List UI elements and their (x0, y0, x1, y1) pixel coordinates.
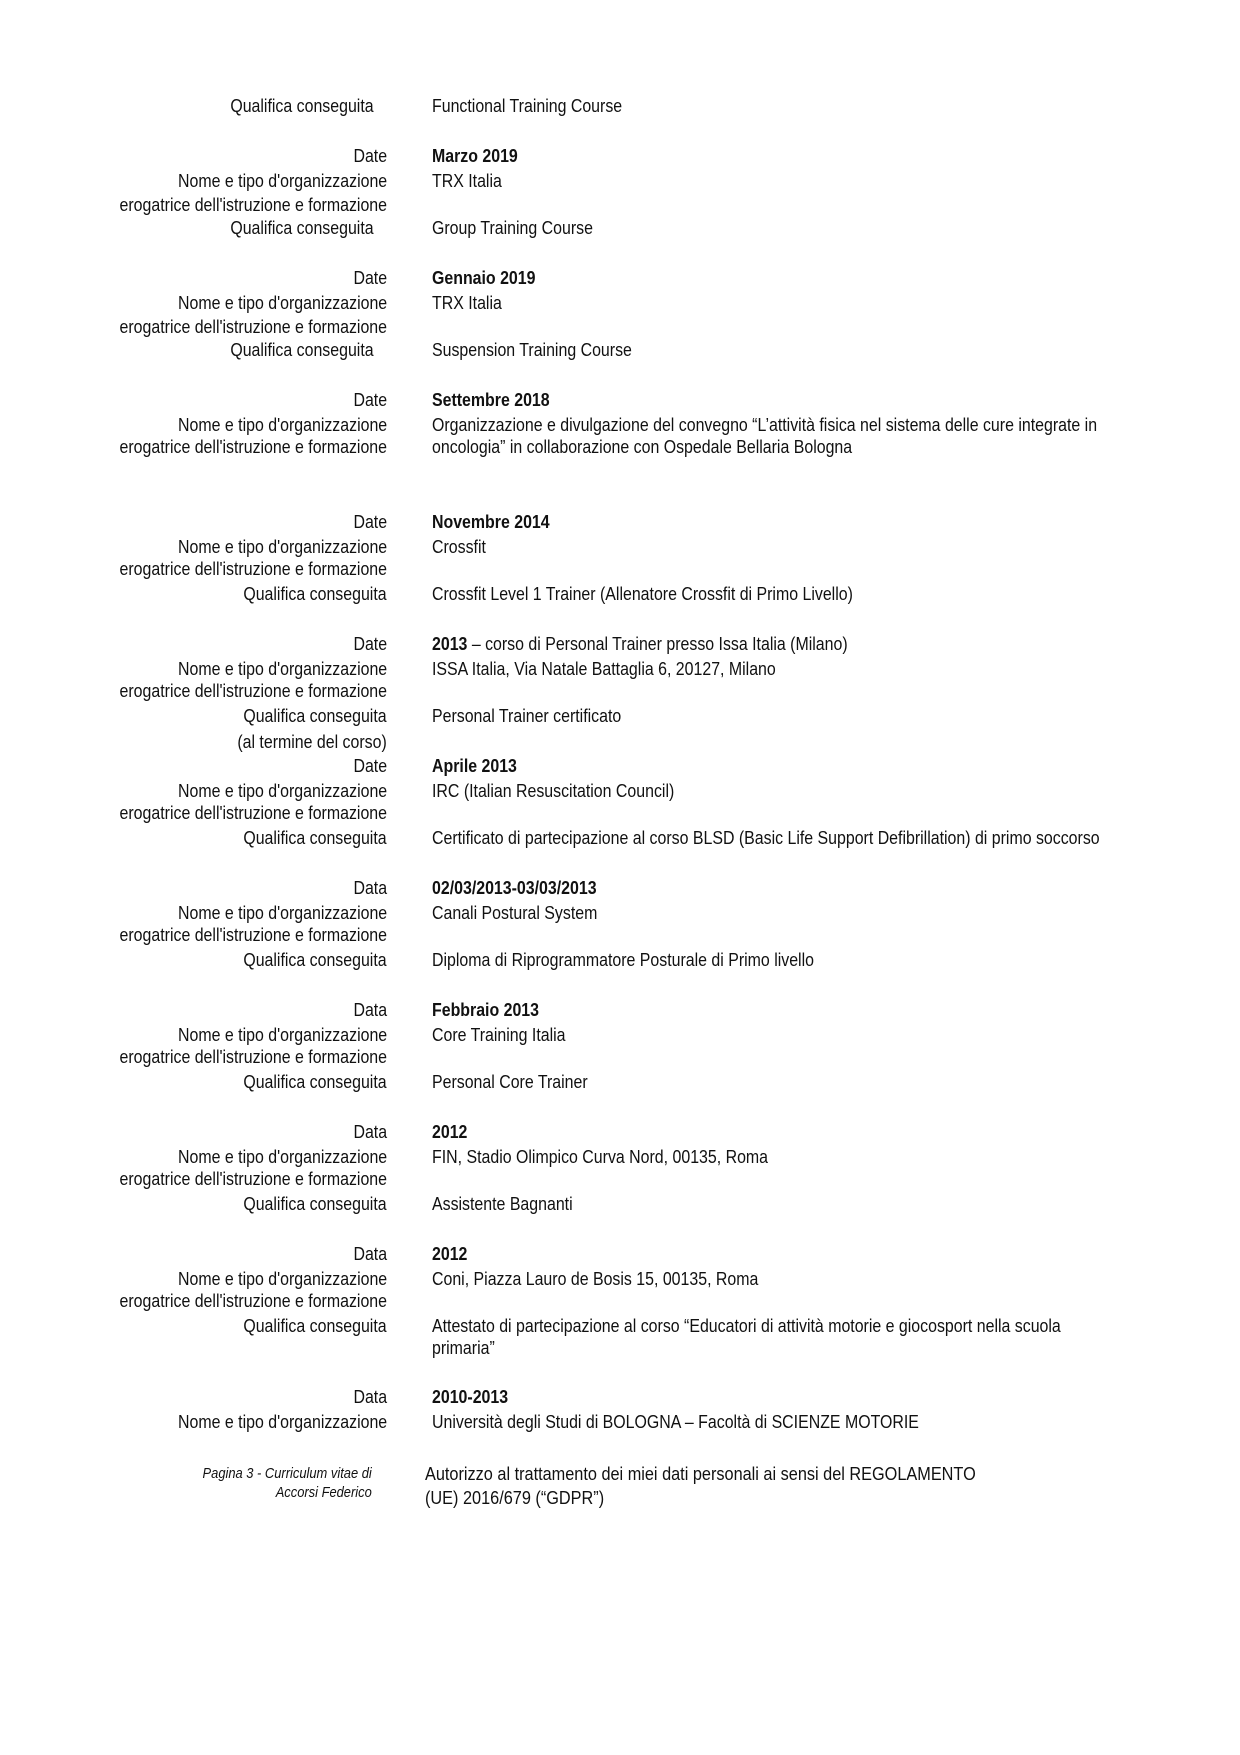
entry-date-row (0, 144, 1240, 168)
org-label: Nome e tipo d'organizzazione (177, 1024, 387, 1045)
gdpr-consent (425, 1462, 976, 1510)
entry-org-row (0, 901, 1240, 925)
qualification-label: Qualifica conseguita (230, 339, 374, 360)
org-label-2: erogatrice dell'istruzione e formazione (119, 680, 387, 701)
qualification-value: Attestato di partecipazione al corso “Educatori di attività motorie e giocosport nella scuola (432, 1315, 1061, 1336)
org-label-2: erogatrice dell'istruzione e formazione (119, 1290, 387, 1311)
org-label: Nome e tipo d'organizzazione (177, 902, 387, 923)
qualification-value: Personal Core Trainer (432, 1071, 588, 1092)
org-value: IRC (Italian Resuscitation Council) (432, 780, 675, 801)
org-label-2: erogatrice dell'istruzione e formazione (119, 802, 387, 823)
date-value: 02/03/2013-03/03/2013 (432, 877, 597, 898)
entry-org-row (0, 535, 1240, 559)
org-label: Nome e tipo d'organizzazione (177, 536, 387, 557)
qualification-label: Qualifica conseguita (243, 1315, 387, 1336)
entry-org-row (0, 1145, 1240, 1169)
gdpr-consent-line-1: Autorizzo al trattamento dei miei dati personali ai sensi del REGOLAMENTO (425, 1463, 976, 1484)
qualification-label: Qualifica conseguita (243, 705, 387, 726)
entry-org-row (0, 1267, 1240, 1291)
page-footer-label (203, 1464, 372, 1502)
org-label: Nome e tipo d'organizzazione (177, 658, 387, 679)
date-value: Settembre 2018 (432, 389, 550, 410)
date-label: Data (353, 877, 387, 898)
org-label: Nome e tipo d'organizzazione (177, 780, 387, 801)
entry-date-row (0, 388, 1240, 412)
entry-org-row-2 (0, 1167, 1240, 1191)
qualification-value: Diploma di Riprogrammatore Posturale di Primo livello (432, 949, 814, 970)
entry-org-row-2 (0, 193, 1240, 217)
org-value: Organizzazione e divulgazione del convegno “L’attività fisica nel sistema delle cure integrate in (432, 414, 1098, 435)
date-label: Data (353, 1243, 387, 1264)
date-value: Novembre 2014 (432, 511, 550, 532)
entry-date-row (0, 1242, 1240, 1266)
date-label: Data (353, 1121, 387, 1142)
date-description: – corso di Personal Trainer presso Issa Italia (Milano) (467, 633, 848, 654)
entry-date-row (0, 998, 1240, 1022)
org-value: Core Training Italia (432, 1024, 566, 1045)
entry-date-row (0, 632, 1240, 656)
date-label: Data (353, 999, 387, 1020)
date-value: Gennaio 2019 (432, 267, 536, 288)
qualification-label: Qualifica conseguita (243, 583, 387, 604)
qualification-value-2: primaria” (432, 1337, 495, 1358)
entry-org-row-2 (0, 679, 1240, 703)
entry-org-row (0, 657, 1240, 681)
org-label-2: erogatrice dell'istruzione e formazione (119, 558, 387, 579)
entry-qualification-row (0, 1192, 1240, 1216)
qualification-value: Assistente Bagnanti (432, 1193, 573, 1214)
org-value: Coni, Piazza Lauro de Bosis 15, 00135, Roma (432, 1268, 759, 1289)
entry-org-row (0, 413, 1240, 437)
org-label-2: erogatrice dell'istruzione e formazione (119, 316, 387, 337)
qualification-label: Qualifica conseguita (230, 95, 374, 116)
entry-org-row (0, 1023, 1240, 1047)
entry-org-row-2 (0, 801, 1240, 825)
org-label-2: erogatrice dell'istruzione e formazione (119, 436, 387, 457)
org-label: Nome e tipo d'organizzazione (177, 1268, 387, 1289)
org-value-2: oncologia” in collaborazione con Ospedale Bellaria Bologna (432, 436, 853, 457)
qualification-label: Qualifica conseguita (243, 1071, 387, 1092)
entry-date-row (0, 1385, 1240, 1409)
entry-qualification-row-2 (0, 1336, 1240, 1360)
date-label: Date (353, 511, 387, 532)
qualification-value: Suspension Training Course (432, 339, 632, 360)
org-label: Nome e tipo d'organizzazione (177, 170, 387, 191)
entry-qualification-row (0, 216, 1240, 240)
org-value: Crossfit (432, 536, 486, 557)
entry-qualification-row (0, 582, 1240, 606)
entry-qualification-row (0, 1070, 1240, 1094)
date-label: Date (353, 633, 387, 654)
org-value: TRX Italia (432, 170, 502, 191)
date-value: Marzo 2019 (432, 145, 518, 166)
date-value: 2012 (432, 1121, 468, 1142)
entry-date-row (0, 266, 1240, 290)
qualification-label: Qualifica conseguita (230, 217, 374, 238)
org-value: Canali Postural System (432, 902, 598, 923)
qualification-label: Qualifica conseguita (243, 1193, 387, 1214)
cv-owner: Accorsi Federico (275, 1484, 372, 1501)
entry-org-row-2 (0, 557, 1240, 581)
qualification-value: Personal Trainer certificato (432, 705, 622, 726)
org-label-2: erogatrice dell'istruzione e formazione (119, 1168, 387, 1189)
entry-qualification-note-row (0, 730, 1240, 754)
qualification-label: Qualifica conseguita (243, 827, 387, 848)
entry-org-row-2 (0, 1289, 1240, 1313)
entry-org-row (0, 779, 1240, 803)
org-label-2: erogatrice dell'istruzione e formazione (119, 924, 387, 945)
qualification-value: Certificato di partecipazione al corso BLSD (Basic Life Support Defibrillation) di primo soccorso (432, 827, 1100, 848)
gdpr-consent-line-2: (UE) 2016/679 (“GDPR”) (425, 1487, 605, 1508)
entry-org-row-2 (0, 315, 1240, 339)
date-value: Aprile 2013 (432, 755, 517, 776)
qualification-note: (al termine del corso) (237, 731, 387, 752)
entry-org-row-2 (0, 923, 1240, 947)
date-label: Data (353, 1386, 387, 1407)
entry-date-row (0, 754, 1240, 778)
entry-qualification-row (0, 94, 1240, 118)
entry-org-row-2 (0, 1045, 1240, 1069)
entry-qualification-row (0, 948, 1240, 972)
date-value: 2010-2013 (432, 1386, 509, 1407)
entry-date-row (0, 876, 1240, 900)
date-value: 2012 (432, 1243, 468, 1264)
org-label: Nome e tipo d'organizzazione (177, 292, 387, 313)
date-label: Date (353, 755, 387, 776)
qualification-value: Functional Training Course (432, 95, 623, 116)
entry-org-row (0, 1410, 1240, 1434)
entry-org-row (0, 169, 1240, 193)
org-label-2: erogatrice dell'istruzione e formazione (119, 1046, 387, 1067)
qualification-value: Crossfit Level 1 Trainer (Allenatore Crossfit di Primo Livello) (432, 583, 853, 604)
date-label: Date (353, 145, 387, 166)
entry-date-row (0, 1120, 1240, 1144)
org-label: Nome e tipo d'organizzazione (177, 1146, 387, 1167)
entry-qualification-row (0, 338, 1240, 362)
entry-date-row (0, 510, 1240, 534)
page-number: Pagina 3 - Curriculum vitae di (202, 1465, 372, 1482)
org-label-2: erogatrice dell'istruzione e formazione (119, 194, 387, 215)
org-value: TRX Italia (432, 292, 502, 313)
entry-qualification-row (0, 826, 1240, 850)
entry-org-row-2 (0, 435, 1240, 459)
org-label: Nome e tipo d'organizzazione (177, 1411, 387, 1432)
entry-qualification-row (0, 1314, 1240, 1338)
qualification-value: Group Training Course (432, 217, 593, 238)
org-value: FIN, Stadio Olimpico Curva Nord, 00135, Roma (432, 1146, 769, 1167)
date-label: Date (353, 267, 387, 288)
date-label: Date (353, 389, 387, 410)
date-year: 2013 (432, 633, 468, 654)
entry-org-row (0, 291, 1240, 315)
entry-qualification-row (0, 704, 1240, 728)
date-value (432, 632, 848, 656)
qualification-label: Qualifica conseguita (243, 949, 387, 970)
org-value: ISSA Italia, Via Natale Battaglia 6, 20127, Milano (432, 658, 776, 679)
org-value: Università degli Studi di BOLOGNA – Facoltà di SCIENZE MOTORIE (432, 1411, 919, 1432)
org-label: Nome e tipo d'organizzazione (177, 414, 387, 435)
date-value: Febbraio 2013 (432, 999, 540, 1020)
